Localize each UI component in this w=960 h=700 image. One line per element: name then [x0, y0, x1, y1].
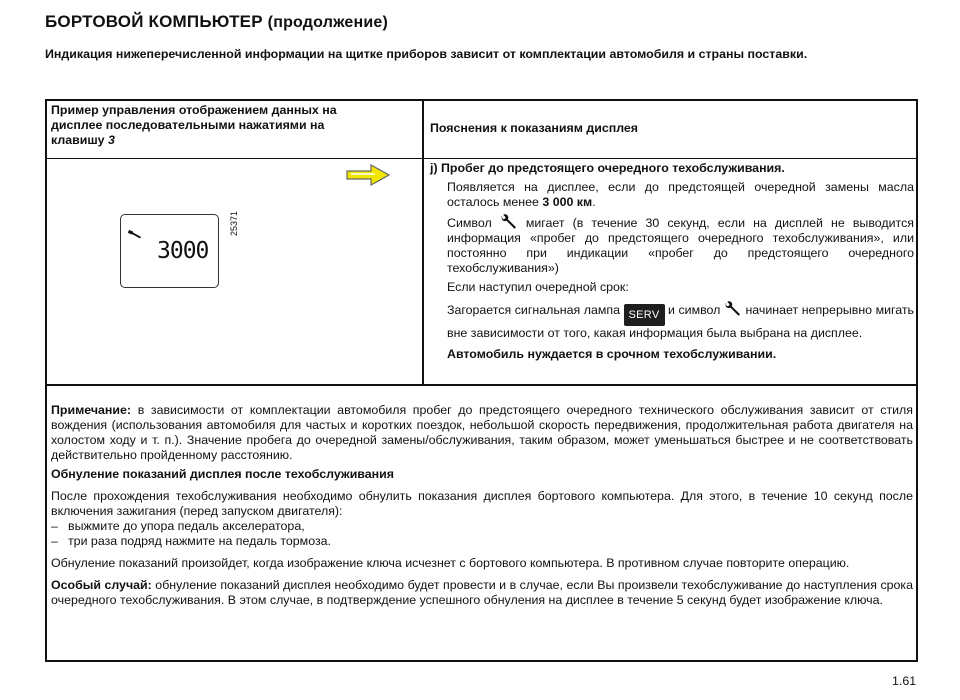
- p4-middle: и символ: [668, 303, 721, 317]
- reset-heading: Обнуление показаний дисплея после техобслуживания: [51, 467, 394, 481]
- display-value: 3000: [157, 238, 209, 264]
- p4-before: Загорается сигнальная лампа: [447, 303, 620, 317]
- section-title: j) Пробег до предстоящего очередного техобслуживания.: [430, 161, 785, 175]
- page-subtitle: Индикация нижеперечисленной информации на щитке приборов зависит от комплектации автомобиля и страны поставки.: [45, 47, 808, 61]
- note-text: в зависимости от комплектации автомобиля пробег до предстоящего очередного технического обслуживания зависит от стиля вождения (использования автомобиля для частых и коротких поездок, небольшой скорость передвижения, продолжительная работа двигателя на холостом ходу и т. п.). Значение пробега до очередной замены/обслуживания, таким образом, может уменьшаться быстрее и не соответствовать действительно пройденному расстоянию.: [51, 403, 913, 462]
- title-text: БОРТОВОЙ КОМПЬЮТЕР: [45, 12, 263, 31]
- wrench-icon: [500, 214, 518, 230]
- step-1: выжмите до упора педаль акселератора,: [68, 519, 305, 533]
- note-label: Примечание:: [51, 403, 132, 417]
- list-item: [51, 534, 913, 549]
- section-divider: [47, 384, 916, 386]
- reset-text: После прохождения техобслуживания необходимо обнулить показания дисплея бортового компьютера. Для этого, в течение 10 секунд после включения зажигания (перед запуском двигателя):: [51, 489, 913, 518]
- key-number: 3: [108, 133, 115, 147]
- special-label: Особый случай:: [51, 578, 152, 592]
- left-header-text: Пример управления отображением данных на дисплее последовательными нажатиями на клавишу: [51, 103, 337, 147]
- left-column-header: [51, 103, 351, 148]
- column-divider: [422, 101, 424, 384]
- dash-mark: –: [51, 534, 58, 548]
- result-text: Обнуление показаний произойдет, когда изображение ключа исчезнет с бортового компьютера. В противном случае повторите операцию.: [51, 556, 850, 570]
- paragraph-5: Автомобиль нуждается в срочном техобслуживании.: [447, 347, 777, 361]
- paragraph-1: Появляется на дисплее, если до предстоящей очередной замены масла осталось менее 3 000 км.: [447, 180, 914, 209]
- serv-warning-lamp-icon: SERV: [624, 304, 665, 326]
- explanation-column: [430, 159, 914, 362]
- wrench-icon: [724, 301, 742, 317]
- page-title: [45, 12, 388, 32]
- p1-text: Появляется на дисплее, если до предстоящей очередной замены масла осталось менее: [447, 180, 914, 209]
- p4-after: начинает непрерывно мигать вне зависимости от того, какая информация была выбрана на дисплее.: [447, 303, 915, 340]
- step-2: три раза подряд нажмите на педаль тормоза.: [68, 534, 331, 548]
- title-suffix: (продолжение): [267, 14, 389, 31]
- arrow-right-icon: [345, 163, 391, 187]
- special-case-paragraph: [51, 578, 913, 608]
- wrench-icon: [127, 225, 145, 243]
- page-number: 1.61: [892, 674, 917, 688]
- note-paragraph: [51, 403, 913, 463]
- list-item: [51, 519, 913, 534]
- paragraph-4: [430, 301, 914, 341]
- lcd-display: [120, 214, 219, 288]
- figure-number: 25371: [229, 211, 239, 237]
- p2-after: мигает (в течение 30 секунд, если на дисплей не выводится информация «пробег до предстоящего очередного техобслуживания», или постоянно при индикации «пробег до предстоящего очередного техобслуживания»): [447, 216, 914, 275]
- p2-before: Символ: [447, 216, 492, 230]
- paragraph-2: [430, 214, 914, 276]
- table-header-row: [47, 101, 916, 159]
- content-table: [45, 99, 918, 662]
- paragraph-3: Если наступил очередной срок:: [447, 280, 629, 294]
- dash-mark: –: [51, 519, 58, 533]
- p1-bold: 3 000 км: [542, 195, 593, 209]
- special-text: обнуление показаний дисплея необходимо будет провести и в случае, если Вы произвели техобслуживание до наступления срока очередного техобслуживания. В этом случае, в подтверждение успешного обнуления на дисплее в течение 5 секунд будет изображение ключа.: [51, 578, 914, 607]
- notes-section: [51, 403, 913, 608]
- right-column-header: Пояснения к показаниям дисплея: [430, 121, 639, 135]
